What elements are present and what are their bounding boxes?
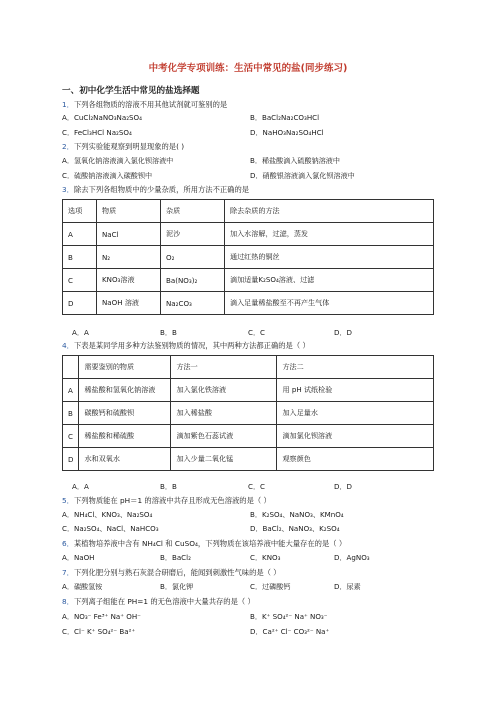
answer-a: A．A — [72, 482, 89, 491]
table-cell: 稀盐酸和稀硫酸 — [79, 425, 171, 448]
table-cell: N₂ — [97, 246, 161, 269]
table-cell: B — [63, 402, 79, 425]
option-c: C．过磷酸钙 — [250, 582, 291, 591]
table-cell: KNO₃溶液 — [97, 269, 161, 292]
option-c: C．硫酸钠溶液滴入碳酸钡中 — [62, 171, 153, 180]
option-a: A．氢氧化钠溶液滴入氯化钡溶液中 — [62, 156, 174, 165]
answer-c: C．C — [248, 328, 265, 337]
table-cell: 加入氯化铁溶液 — [171, 379, 277, 402]
question-2 — [62, 142, 184, 152]
table-cell: C — [63, 425, 79, 448]
option-b: B．稀盐酸滴入硫酸钠溶液中 — [250, 156, 340, 165]
table-cell: 滴入足量稀盐酸至不再产生气体 — [225, 292, 434, 315]
question-4 — [62, 341, 310, 351]
question-8 — [62, 597, 255, 607]
table-cell: 泥沙 — [161, 223, 225, 246]
option-b: B．氯化钾 — [160, 582, 194, 591]
table-header-cell: 方法二 — [277, 356, 434, 379]
table-cell: 加入足量水 — [277, 402, 434, 425]
table-row — [63, 292, 434, 315]
table-header-cell — [63, 356, 79, 379]
question-text: 下列各组物质的溶液不用其他试剂就可鉴别的是 — [73, 100, 228, 109]
answer-d: D．D — [334, 482, 353, 491]
question-7 — [62, 568, 281, 578]
q3-table — [62, 199, 434, 315]
table-header-row — [63, 356, 434, 379]
question-text: 下列物质能在 pH＝1 的溶液中共存且形成无色溶液的是（ ） — [73, 496, 271, 505]
question-number: 6． — [62, 539, 74, 548]
table-cell: 滴加紫色石蕊试液 — [171, 425, 277, 448]
option-d: D．NaHO₃Na₂SO₄HCl — [250, 128, 324, 137]
option-b: B．BaCl₂ — [160, 553, 191, 562]
table-cell: 加入稀盐酸 — [171, 402, 277, 425]
table-header-cell: 除去杂质的方法 — [225, 200, 434, 223]
table-cell: 通过红热的铜丝 — [225, 246, 434, 269]
question-3 — [62, 185, 249, 195]
table-cell: B — [63, 246, 97, 269]
table-cell: 水和双氧水 — [79, 448, 171, 471]
answer-a: A．A — [72, 328, 89, 337]
option-d: D．AgNO₃ — [334, 553, 370, 562]
option-d: D．Ca²⁺ Cl⁻ CO₃²⁻ Na⁺ — [250, 627, 330, 636]
table-cell: 碳酸钙和硫酸钡 — [79, 402, 171, 425]
option-a: A．NO₃⁻ Fe³⁺ Na⁺ OH⁻ — [62, 612, 141, 621]
table-row — [63, 269, 434, 292]
table-cell: 用 pH 试纸检验 — [277, 379, 434, 402]
question-number: 4． — [62, 341, 74, 350]
table-row — [63, 246, 434, 269]
table-cell: O₂ — [161, 246, 225, 269]
table-cell: 加入水溶解，过滤，蒸发 — [225, 223, 434, 246]
question-text: 下列实验能观察到明显现象的是( ) — [73, 142, 185, 151]
answer-c: C．C — [248, 482, 265, 491]
question-text: 下列离子组能在 PH=1 的无色溶液中大量共存的是（ ） — [73, 597, 255, 606]
page-title: 中考化学专项训练：生活中常见的盐(同步练习) — [148, 63, 348, 74]
table-row — [63, 402, 434, 425]
option-d: D．尿素 — [334, 582, 361, 591]
table-cell: D — [63, 292, 97, 315]
option-d: D．BaCl₂、NaNO₃、K₂SO₄ — [250, 524, 340, 533]
option-b: B．K⁺ SO₄²⁻ Na⁺ NO₃⁻ — [250, 612, 328, 621]
option-c: C．Na₂SO₄、NaCl、NaHCO₃ — [62, 524, 159, 533]
table-cell: 加入少量二氧化锰 — [171, 448, 277, 471]
question-number: 2． — [62, 142, 74, 151]
question-text: 除去下列各组物质中的少量杂质，所用方法不正确的是 — [73, 185, 250, 194]
table-cell: A — [63, 223, 97, 246]
table-header-cell: 选项 — [63, 200, 97, 223]
option-a: A．CuCl₂NaNO₃Na₂SO₄ — [62, 113, 142, 122]
question-number: 8． — [62, 597, 74, 606]
table-row — [63, 379, 434, 402]
table-header-cell: 杂质 — [161, 200, 225, 223]
q4-table — [62, 355, 434, 471]
option-b: B．BaCl₂Na₂CO₃HCl — [250, 113, 320, 122]
table-cell: 稀盐酸和氢氧化钠溶液 — [79, 379, 171, 402]
question-text: 下表是某同学用多种方法鉴别物质的情况，其中两种方法都正确的是（ ） — [73, 341, 310, 350]
option-c: C．KNO₃ — [250, 553, 281, 562]
table-header-cell: 方法一 — [171, 356, 277, 379]
question-number: 3． — [62, 185, 74, 194]
question-number: 7． — [62, 568, 74, 577]
table-cell: 观察颜色 — [277, 448, 434, 471]
table-cell: 滴加氯化钡溶液 — [277, 425, 434, 448]
question-number: 5． — [62, 496, 74, 505]
table-row — [63, 223, 434, 246]
answer-b: B．B — [160, 328, 177, 337]
table-header-row — [63, 200, 434, 223]
table-cell: NaOH 溶液 — [97, 292, 161, 315]
answer-b: B．B — [160, 482, 177, 491]
table-cell: NaCl — [97, 223, 161, 246]
option-d: D．硝酸银溶液滴入氯化钡溶液中 — [250, 171, 355, 180]
question-text: 下列化肥分别与熟石灰混合研磨后，能闻到刺激性气味的是（ ） — [73, 568, 281, 577]
table-cell: D — [63, 448, 79, 471]
option-a: A．碳酸氢铵 — [62, 582, 103, 591]
question-1 — [62, 100, 227, 110]
table-cell: Ba(NO₃)₂ — [161, 269, 225, 292]
option-a: A．NH₄Cl、KNO₃、Na₂SO₄ — [62, 510, 153, 519]
table-cell: A — [63, 379, 79, 402]
table-header-cell: 物质 — [97, 200, 161, 223]
table-cell: Na₂CO₃ — [161, 292, 225, 315]
question-number: 1． — [62, 100, 74, 109]
table-cell: 滴加适量K₂SO₄溶液、过滤 — [225, 269, 434, 292]
option-c: C．Cl⁻ K⁺ SO₄²⁻ Ba²⁺ — [62, 627, 136, 636]
question-text: 某植物培养液中含有 NH₄Cl 和 CuSO₄，下列物质在该培养液中能大量存在的是（ ） — [73, 539, 347, 548]
table-header-cell: 需要鉴别的物质 — [79, 356, 171, 379]
question-6 — [62, 539, 346, 549]
answer-d: D．D — [334, 328, 353, 337]
table-cell: C — [63, 269, 97, 292]
table-row — [63, 425, 434, 448]
option-c: C．FeCl₃HCl Na₂SO₄ — [62, 128, 132, 137]
option-b: B．K₂SO₄、NaNO₃、KMnO₄ — [250, 510, 344, 519]
option-a: A．NaOH — [62, 553, 95, 562]
question-5 — [62, 496, 271, 506]
table-row — [63, 448, 434, 471]
section-heading: 一、初中化学生活中常见的盐选择题 — [62, 86, 200, 96]
